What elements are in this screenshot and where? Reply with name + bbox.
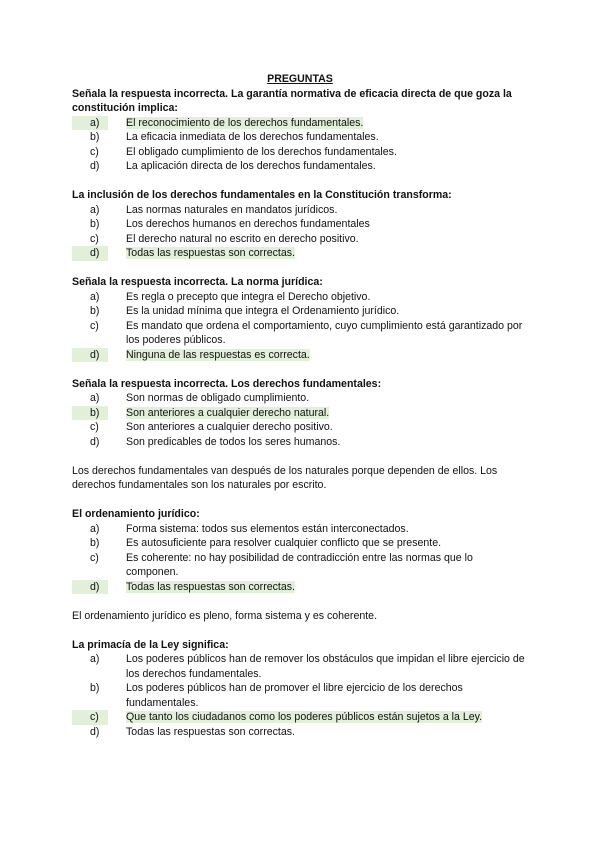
option-text-wrap xyxy=(108,652,528,681)
explanation-note: Los derechos fundamentales van después de los naturales porque dependen de ellos. Los derechos fundamentales son los naturales por escrito. xyxy=(72,464,498,491)
question-block xyxy=(72,377,528,508)
option-text: Los poderes públicos han de remover los obstáculos que impidan el libre ejercicio de los derechos fundamentales. xyxy=(126,653,525,680)
answer-option xyxy=(72,725,528,740)
question-block xyxy=(72,507,528,638)
option-letter: c) xyxy=(90,319,99,332)
spacer xyxy=(72,623,528,638)
option-text-wrap xyxy=(108,319,528,348)
answer-option xyxy=(72,203,528,218)
spacer xyxy=(72,362,528,377)
option-text: Es regla o precepto que integra el Derecho objetivo. xyxy=(126,290,371,303)
option-text-wrap xyxy=(108,130,528,145)
question-block xyxy=(72,638,528,754)
option-text-wrap xyxy=(108,406,528,421)
option-list xyxy=(72,652,528,739)
answer-option xyxy=(72,290,528,305)
option-letter: a) xyxy=(90,203,100,216)
spacer xyxy=(72,493,528,508)
option-letter: b) xyxy=(90,537,100,549)
option-letter: d) xyxy=(90,725,100,738)
option-letter: c) xyxy=(72,710,108,725)
option-letter: a) xyxy=(90,392,100,404)
option-text: Todas las respuestas son correctas. xyxy=(126,247,295,259)
option-text-wrap xyxy=(108,304,528,319)
answer-option xyxy=(72,652,528,681)
option-text: Los poderes públicos han de promover el libre ejercicio de los derechos fundamentales. xyxy=(126,682,463,709)
option-letter: d) xyxy=(72,348,108,363)
spacer xyxy=(72,594,528,609)
option-list xyxy=(72,290,528,363)
option-text: Son normas de obligado cumplimiento. xyxy=(126,392,310,404)
answer-option xyxy=(72,420,528,435)
option-letter: b) xyxy=(90,131,100,143)
option-list xyxy=(72,203,528,261)
option-letter: c) xyxy=(90,551,99,564)
option-text-wrap xyxy=(108,681,528,710)
answer-option xyxy=(72,391,528,406)
answer-option xyxy=(72,522,528,537)
option-letter: c) xyxy=(90,232,99,245)
answer-option xyxy=(72,304,528,319)
explanation-note: El ordenamiento jurídico es pleno, forma sistema y es coherente. xyxy=(72,609,378,622)
option-letter: a) xyxy=(90,522,100,535)
option-text: La aplicación directa de los derechos fundamentales. xyxy=(126,160,376,172)
option-text: Es mandato que ordena el comportamiento, cuyo cumplimiento está garantizado por los poderes públicos. xyxy=(126,319,523,346)
page-title: PREGUNTAS xyxy=(267,73,333,85)
option-letter: d) xyxy=(90,160,100,172)
option-text-wrap xyxy=(108,217,528,232)
spacer xyxy=(72,449,528,464)
option-letter: a) xyxy=(90,653,100,665)
option-letter: d) xyxy=(72,246,108,261)
option-text: El derecho natural no escrito en derecho positivo. xyxy=(126,232,359,245)
question-prompt: Señala la respuesta incorrecta. Los derechos fundamentales: xyxy=(72,377,382,390)
answer-option xyxy=(72,435,528,450)
document-body xyxy=(72,72,528,754)
question-prompt: El ordenamiento jurídico: xyxy=(72,508,200,520)
option-letter: c) xyxy=(90,145,99,158)
option-letter: b) xyxy=(90,218,100,230)
question-block xyxy=(72,188,528,275)
option-text: Son predicables de todos los seres humanos. xyxy=(126,435,341,448)
option-list xyxy=(72,522,528,595)
highlighted-answer-option xyxy=(72,406,528,421)
highlighted-answer-option xyxy=(72,116,528,131)
option-text: Todas las respuestas son correctas. xyxy=(126,580,295,593)
option-text-wrap xyxy=(108,710,528,725)
option-letter: b) xyxy=(90,305,100,317)
option-text: Son anteriores a cualquier derecho natural. xyxy=(126,406,330,419)
option-text: Forma sistema: todos sus elementos están interconectados. xyxy=(126,522,409,535)
question-prompt: La primacía de la Ley significa: xyxy=(72,638,229,651)
option-list xyxy=(72,391,528,449)
answer-option xyxy=(72,232,528,247)
option-text-wrap xyxy=(108,391,528,406)
option-letter: d) xyxy=(72,580,108,595)
spacer xyxy=(72,261,528,276)
answer-option xyxy=(72,217,528,232)
option-text-wrap xyxy=(108,348,528,363)
option-letter: a) xyxy=(90,290,100,303)
question-prompt: Señala la respuesta incorrecta. La norma jurídica: xyxy=(72,276,323,288)
option-letter: a) xyxy=(72,116,108,131)
spacer xyxy=(72,174,528,189)
option-text: Es la unidad mínima que integra el Ordenamiento jurídico. xyxy=(126,305,400,317)
option-text: Son anteriores a cualquier derecho positivo. xyxy=(126,421,333,433)
highlighted-answer-option xyxy=(72,246,528,261)
answer-option xyxy=(72,551,528,580)
option-text: Ninguna de las respuestas es correcta. xyxy=(126,348,310,361)
spacer xyxy=(72,739,528,754)
option-text: Que tanto los ciudadanos como los poderes públicos están sujetos a la Ley. xyxy=(126,711,483,723)
question-block xyxy=(72,87,528,189)
option-text-wrap xyxy=(108,536,528,551)
option-letter: d) xyxy=(90,435,100,448)
option-text: La eficacia inmediata de los derechos fundamentales. xyxy=(126,131,379,143)
option-letter: c) xyxy=(90,421,99,433)
highlighted-answer-option xyxy=(72,580,528,595)
question-prompt: Señala la respuesta incorrecta. La garantía normativa de eficacia directa de que goza la constitución implica: xyxy=(72,87,512,114)
option-text-wrap xyxy=(108,145,528,160)
option-letter: b) xyxy=(90,682,100,694)
answer-option xyxy=(72,319,528,348)
option-text-wrap xyxy=(108,522,528,537)
option-text: Todas las respuestas son correctas. xyxy=(126,725,295,738)
answer-option xyxy=(72,159,528,174)
option-text-wrap xyxy=(108,159,528,174)
option-text: Es coherente: no hay posibilidad de contradicción entre las normas que lo componen. xyxy=(126,551,473,578)
option-text-wrap xyxy=(108,580,528,595)
answer-option xyxy=(72,536,528,551)
answer-option xyxy=(72,130,528,145)
option-text: El reconocimiento de los derechos fundamentales. xyxy=(126,116,364,129)
option-text-wrap xyxy=(108,420,528,435)
highlighted-answer-option xyxy=(72,710,528,725)
highlighted-answer-option xyxy=(72,348,528,363)
option-text-wrap xyxy=(108,725,528,740)
option-letter: b) xyxy=(72,406,108,421)
option-text: Los derechos humanos en derechos fundamentales xyxy=(126,218,370,230)
option-text: Es autosuficiente para resolver cualquier conflicto que se presente. xyxy=(126,537,442,549)
option-text-wrap xyxy=(108,435,528,450)
option-text-wrap xyxy=(108,246,528,261)
option-text: El obligado cumplimiento de los derechos fundamentales. xyxy=(126,145,397,158)
option-text-wrap xyxy=(108,232,528,247)
answer-option xyxy=(72,681,528,710)
question-block xyxy=(72,275,528,377)
answer-option xyxy=(72,145,528,160)
option-text-wrap xyxy=(108,290,528,305)
option-text-wrap xyxy=(108,116,528,131)
option-text: Las normas naturales en mandatos jurídicos. xyxy=(126,203,338,216)
option-text-wrap xyxy=(108,203,528,218)
option-list xyxy=(72,116,528,174)
question-list xyxy=(72,87,528,754)
option-text-wrap xyxy=(108,551,528,580)
question-prompt: La inclusión de los derechos fundamentales en la Constitución transforma: xyxy=(72,189,452,201)
